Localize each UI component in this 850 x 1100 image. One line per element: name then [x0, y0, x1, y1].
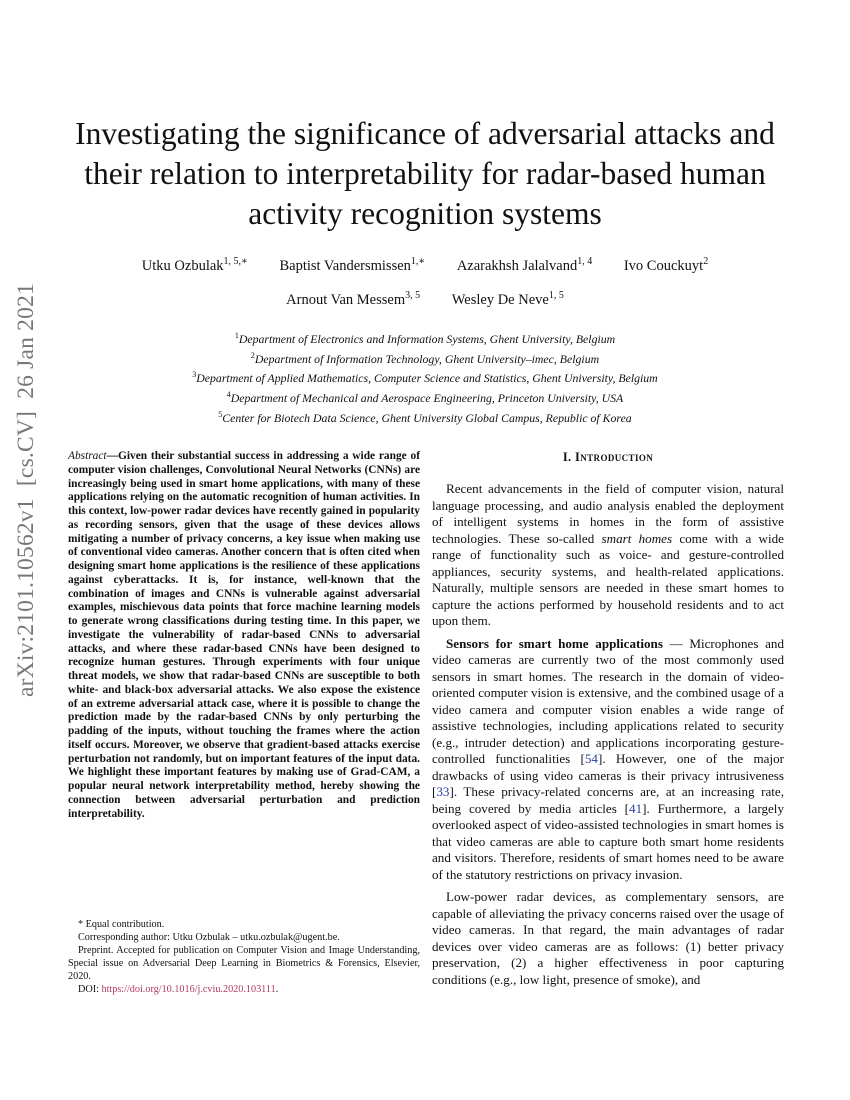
section-title-introduction: I. Introduction	[562, 450, 654, 464]
footnote-preprint: Preprint. Accepted for publication on Computer Vision and Image Understanding, Special issue on Adversarial Deep Learning in Biometrics & Forensics, Elsevier, 2020.	[68, 945, 420, 982]
affiliation: $^1$Department of Electronics and Information Systems, Ghent University, Belgium	[234, 331, 616, 346]
author-list-row-2	[60, 290, 790, 309]
author-list-row-1	[60, 256, 790, 275]
author: Utku Ozbulak$^{1, 5,∗}$	[141, 256, 248, 274]
footnote-doi: DOI: https://doi.org/10.1016/j.cviu.2020.103111.	[78, 984, 279, 995]
arxiv-stamp	[6, 0, 46, 1100]
intro-paragraph-3: Low-power radar devices, as complementary sensors, are capable of alleviating the privacy concerns raised over the usage of video cameras. In that regard, the main advantages of radar devices over video cameras are as follows: (1) better privacy preservation, (2) a higher effectiveness in poor capturing conditions (e.g., low light, presence of smoke), and	[432, 889, 784, 987]
affiliation: $^4$Department of Mechanical and Aerospace Engineering, Princeton University, USA	[226, 390, 624, 406]
footnotes	[68, 918, 420, 996]
author: Arnout Van Messem$^{3, 5}$	[286, 290, 421, 308]
author: Ivo Couckuyt$^2$	[623, 256, 709, 274]
affiliation: $^2$Department of Information Technology, Ghent University–imec, Belgium	[250, 350, 600, 366]
author: Wesley De Neve$^{1, 5}$	[451, 290, 564, 308]
paper-title: Investigating the significance of adversarial attacks and their relation to interpretability for radar-based human activity recognition systems	[75, 116, 775, 231]
paragraph-lead: Sensors for smart home applications	[446, 635, 663, 651]
author: Azarakhsh Jalalvand$^{1, 4}$	[456, 256, 593, 274]
author: Baptist Vandersmissen$^{1,∗}$	[279, 256, 426, 274]
abstract-label: Abstract	[68, 450, 107, 462]
arxiv-stamp-text: arXiv:2101.10562v1 [cs.CV] 26 Jan 2021	[12, 283, 39, 697]
citation-link[interactable]: 33	[436, 784, 450, 799]
intro-paragraph-1: Recent advancements in the field of computer vision, natural language processing, and audio analysis enabled the deployment of intelligent systems in homes in the form of assistive technologies. These so-called smart homes come with a wide range of functionality such as voice- and gesture-controlled appliances, security systems, and health-related applications. Naturally, multiple sensors are needed in these smart homes to capture the actions performed by household residents and to act upon them.	[432, 481, 784, 628]
footnote-corresponding-author: Corresponding author: Utku Ozbulak – utku.ozbulak@ugent.be.	[78, 932, 340, 943]
intro-paragraph-2: Sensors for smart home applications — Microphones and video cameras are currently two of the most commonly used sensors in smart homes. The research in the domain of video-oriented computer vision is extensive, and the combined usage of a video camera and computer vision enables a wide range of assistive technologies, including applications related to security (e.g., intruder detection) and applications incorporating gesture-controlled functionalities [54]. However, one of the major drawbacks of using video cameras is their privacy intrusiveness [33]. These privacy-related concerns are, at an increasing rate, being covered by media articles [41]. Furthermore, a largely overlooked aspect of video-assisted technologies in smart homes is that video cameras are able to capture both smart home residents and visitors. Therefore, residents of smart homes need to be aware of the statutory restrictions on privacy invasion.	[432, 635, 784, 882]
citation-link[interactable]: 41	[629, 800, 643, 816]
affiliation: $^5$Center for Biotech Data Science, Ghent University Global Campus, Republic of Korea	[218, 409, 632, 425]
left-column	[68, 450, 420, 821]
doi-link[interactable]: https://doi.org/10.1016/j.cviu.2020.103111	[101, 984, 276, 995]
abstract	[68, 450, 420, 821]
citation-link[interactable]: 54	[584, 751, 598, 766]
abstract-text: —Given their substantial success in addressing a wide range of computer vision challenges, Convolutional Neural Networks (CNNs) are increasingly being used in smart home applications, with many of these applications relying on the automatic recognition of human activities. In this context, low-power radar devices have recently gained in popularity as recording sensors, given that the usage of these devices allows mitigating a number of privacy concerns, a key issue when making use of conventional video cameras. Another concern that is often cited when designing smart home applications is the resilience of these applications against cyberattacks. It is, for instance, well-known that the combination of images and CNNs is vulnerable against adversarial examples, mischievous data points that force machine learning models to generate wrong classifications during testing time. In this paper, we investigate the vulnerability of radar-based CNNs to adversarial attacks, and where these radar-based CNNs have been designed to recognize human gestures. Through experiments with four unique threat models, we show that radar-based CNNs are susceptible to both white- and black-box adversarial attacks. We also expose the existence of an extreme adversarial attack case, where it is possible to change the prediction made by the radar-based CNNs by only perturbing the padding of the inputs, without touching the frames where the action itself occurs. Moreover, we observe that gradient-based attacks exercise perturbation not randomly, but on important features of the input data. We highlight these important features by making use of Grad-CAM, a popular neural network interpretability method, hereby showing the connection between adversarial perturbation and prediction interpretability.	[68, 450, 420, 820]
footnote-equal-contribution: * Equal contribution.	[78, 919, 165, 930]
affiliation: $^3$Department of Applied Mathematics, Computer Science and Statistics, Ghent University, Belgium	[192, 370, 658, 386]
right-column	[432, 450, 784, 988]
affiliation-list	[60, 328, 790, 427]
